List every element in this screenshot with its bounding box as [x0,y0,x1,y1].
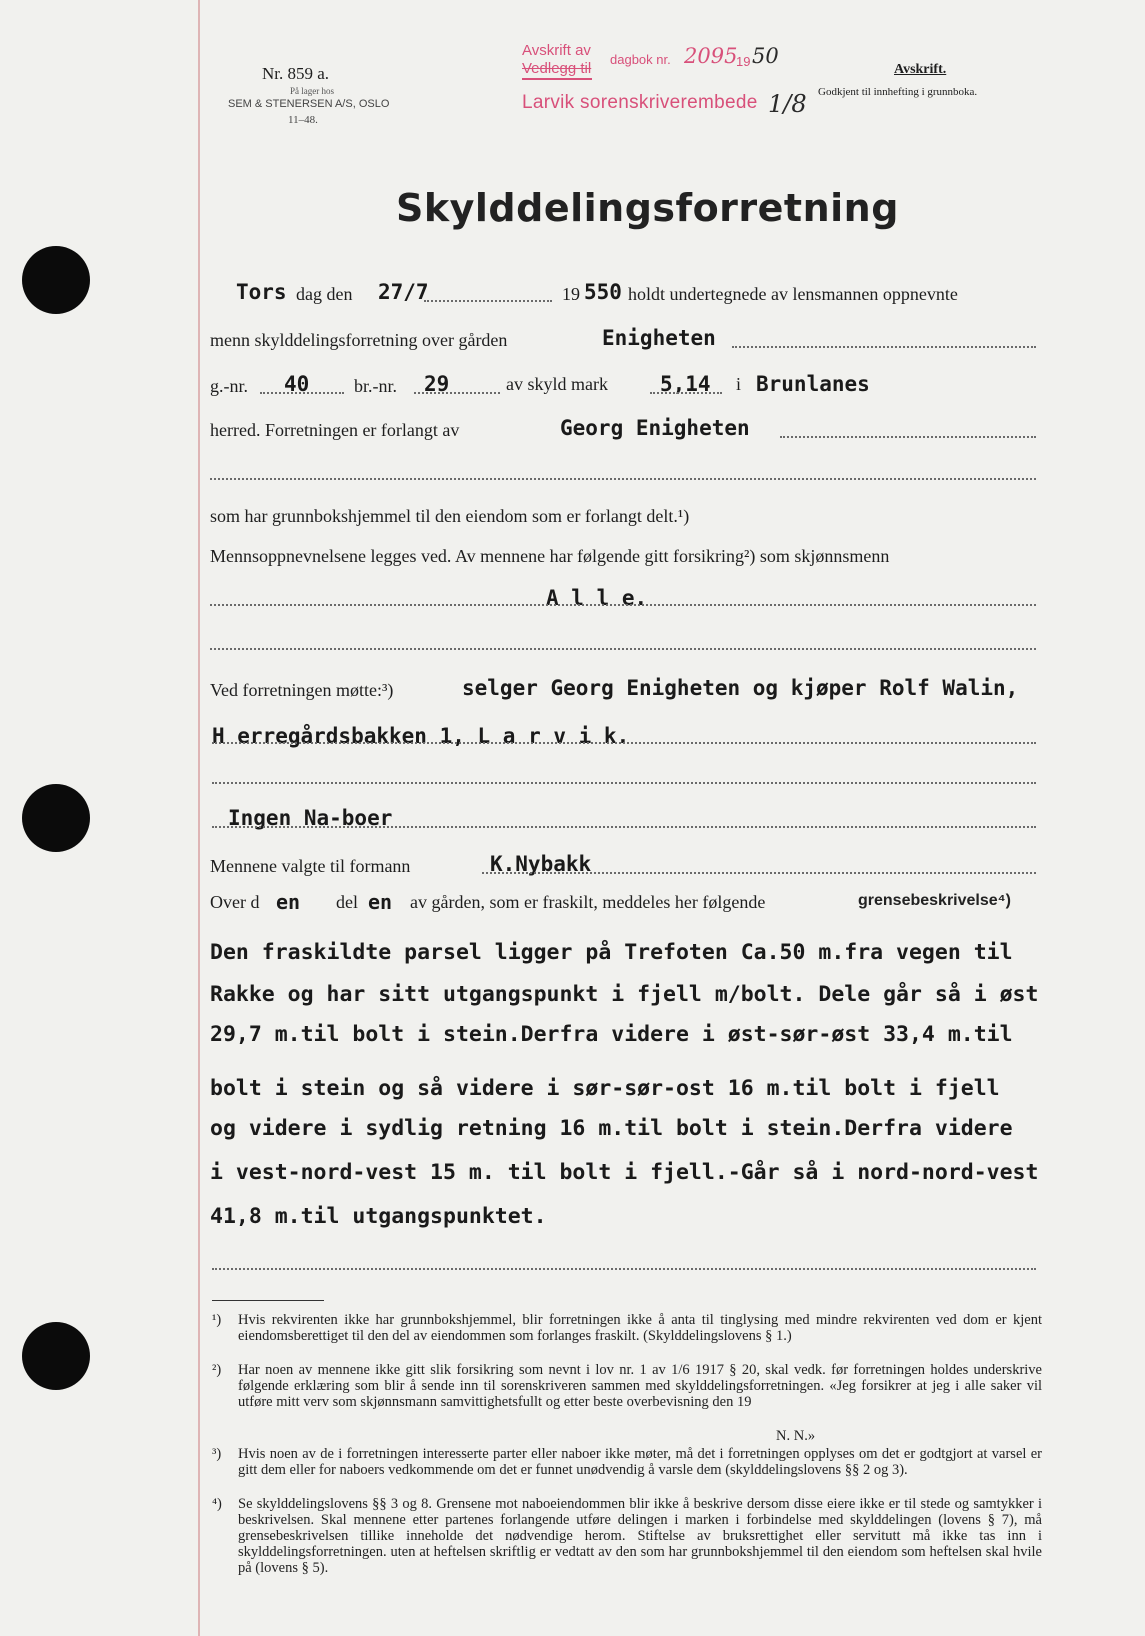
date-dotted-line [424,300,552,302]
blank-dotted-line-4 [212,1268,1036,1270]
footnote-4-text: Se skylddelingslovens §§ 3 og 8. Grensene mot naboeiendommen blir ikke å beskrive dersom disse eiere ikke er til stede og samtykker i beskrivelsen. Skal mennene etter partenes forlangende utføre delingen i marken i forbindelse med skylddelingen (lovens § 7), må grensebeskrivelsen tillike inneholde det nødvendige herom. Stiftelse av bruksrettighet eller servitutt må ikke tas inn i skylddelingsforretningen. uten at heftelsen skriftlig er vedtatt av den som har grunnbokshjemmel til den eiendom som heftelsen skal hvile på (lovens § 5). [238,1496,1042,1576]
herred-name: Brunlanes [756,372,870,396]
stamp-year-prefix: 19 [736,54,751,69]
day-typed: Tors [236,280,287,304]
footnote-2 [212,1362,1042,1410]
stamp-date-hand: 1/8 [768,90,807,118]
bnr-dotted-line [414,392,500,394]
dagbok-number: 2095 [684,44,738,68]
footnote-4-marker: ⁴) [212,1496,222,1512]
over-rest: av gården, som er fraskilt, meddeles her følgende [410,892,766,912]
held-text: holdt undertegnede av lensmannen oppnevnte [628,284,958,304]
year-field: 550 [584,280,622,304]
mote-label: Ved forretningen møtte:³) [210,680,394,700]
footnote-2-text: Har noen av mennene ikke gitt slik forsikring som nevnt i lov nr. 1 av 1/6 1917 § 20, skal vedk. før forretningen holdes underskrive følgende erklæring som blir å sende inn til sorenskriveren sammen med skylddelingsforretningen. «Jeg forsikrer at jeg i alle saker vil utføre mitt verv som skjønnsmann samvittighetsfullt og etter beste overbevisning den 19 [238,1362,1042,1410]
year-prefix: 19 [562,284,580,304]
year-suffix: 50 [752,44,779,68]
mote-dotted-line [212,742,1036,744]
printer-note: På lager hos [290,86,334,96]
over-prefix: Over d [210,892,260,912]
footnote-3-marker: ³) [212,1446,222,1462]
skyld-label: av skyld mark [506,374,608,394]
footnote-2-marker: ²) [212,1362,222,1378]
godkjent-note: Godkjent til innhefting i grunnboka. [818,86,978,98]
footnote-2-signature [776,1428,815,1444]
skyld-value: 5,14 [660,372,711,396]
punch-hole-middle [22,784,90,852]
mote-line-2: H erregårdsbakken 1, L a r v i k. [212,724,630,748]
stamp-vedlegg-til: Vedlegg til [522,60,592,77]
blank-dotted-line-3 [212,782,1036,784]
i-label: i [736,374,742,394]
footnote-3-text: Hvis noen av de i forretningen interesserte parter eller naboer ikke møter, må det i forretningen opplyses om det er godtgjort at varsel er gitt dem eller for naboers vedkommende om det er funnet unødvendig å varsle dem (skylddelingslovens §§ 2 og 3). [238,1446,1042,1478]
punch-hole-top [22,246,90,314]
gnr-dotted-line [260,392,344,394]
formann-label: Mennene valgte til formann [210,856,411,876]
description-line: i vest-nord-vest 15 m. til bolt i fjell.-Går så i nord-nord-vest [210,1160,1039,1185]
stamp-underline [522,78,592,80]
date-field: 27/7 [378,280,429,304]
alle-text: A l l e. [546,586,648,610]
form-number: Nr. 859 a. [262,64,330,83]
grunnbok-text: som har grunnbokshjemmel til den eiendom som er forlangt delt.¹) [210,506,690,526]
footnote-1-marker: ¹) [212,1312,222,1328]
footnote-1 [212,1312,1042,1344]
farm-dotted-line [732,346,1036,348]
over-den: en [276,890,301,914]
description-line: 29,7 m.til bolt i stein.Derfra videre i øst-sør-øst 33,4 m.til [210,1022,1013,1047]
naboer-text: Ingen Na-boer [228,806,393,830]
day-printed: dag den [296,284,353,304]
bnr-value: 29 [424,372,450,396]
stamp-dagbok-label: dagbok nr. [610,52,671,67]
stamp-avskrift-av: Avskrift av [522,42,591,59]
footnote-1-text: Hvis rekvirenten ikke har grunnbokshjemmel, blir forretningen ikke å anta til tinglysing med mindre rekvirenten ved dom er kjent eiendomsberettiget til den del av eiendommen som forlanges fraskilt. (Skylddelingslovens § 1.) [238,1312,1042,1344]
footnote-rule [212,1300,324,1301]
description-line: 41,8 m.til utgangspunktet. [210,1204,547,1229]
footnote-4 [212,1496,1042,1576]
mote-line-1: selger Georg Enigheten og kjøper Rolf Walin, [462,676,1019,700]
blank-dotted-line-1 [210,478,1036,480]
herred-text: herred. Forretningen er forlangt av [210,420,460,440]
description-line: Rakke og har sitt utgangspunkt i fjell m/bolt. Dele går så i øst [210,982,1039,1007]
formann-name: K.Nybakk [490,852,592,876]
punch-hole-bottom [22,1322,90,1390]
gnr-label: g.-nr. [210,376,248,396]
printer-name: SEM & STENERSEN A/S, OSLO [228,98,390,110]
alle-dotted-line [210,604,1036,606]
requester: Georg Enigheten [560,416,750,440]
requester-dotted-line [780,436,1036,438]
gnr-value: 40 [284,372,310,396]
line2-text: menn skylddelingsforretning over gården [210,330,508,350]
skyld-dotted-line [650,392,722,394]
bnr-label: br.-nr. [354,376,397,396]
avskrift-label: Avskrift. [894,62,947,77]
grense-label: grensebeskrivelse⁴) [858,892,1011,909]
document-title: Skylddelingsforretning [396,186,899,230]
formann-dotted-line [482,872,1036,874]
over-delen: en [368,890,393,914]
stamp-court: Larvik sorenskriverembede [522,92,758,113]
blank-dotted-line-2 [210,648,1036,650]
signature-nn: N. N.» [776,1428,816,1444]
footnote-3 [212,1446,1042,1478]
printer-date: 11–48. [288,114,318,126]
description-line: Den fraskildte parsel ligger på Trefoten Ca.50 m.fra vegen til [210,940,1013,965]
margin-line [198,0,200,1636]
over-del: del [336,892,358,912]
description-line: bolt i stein og så videre i sør-sør-ost 16 m.til bolt i fjell [210,1076,1000,1101]
farm-name: Enigheten [602,326,716,350]
description-line: og videre i sydlig retning 16 m.til bolt i stein.Derfra videre [210,1116,1013,1141]
naboer-dotted-line [212,826,1036,828]
mennsopp-text: Mennsoppnevnelsene legges ved. Av mennene har følgende gitt forsikring²) som skjønnsmenn [210,546,890,566]
